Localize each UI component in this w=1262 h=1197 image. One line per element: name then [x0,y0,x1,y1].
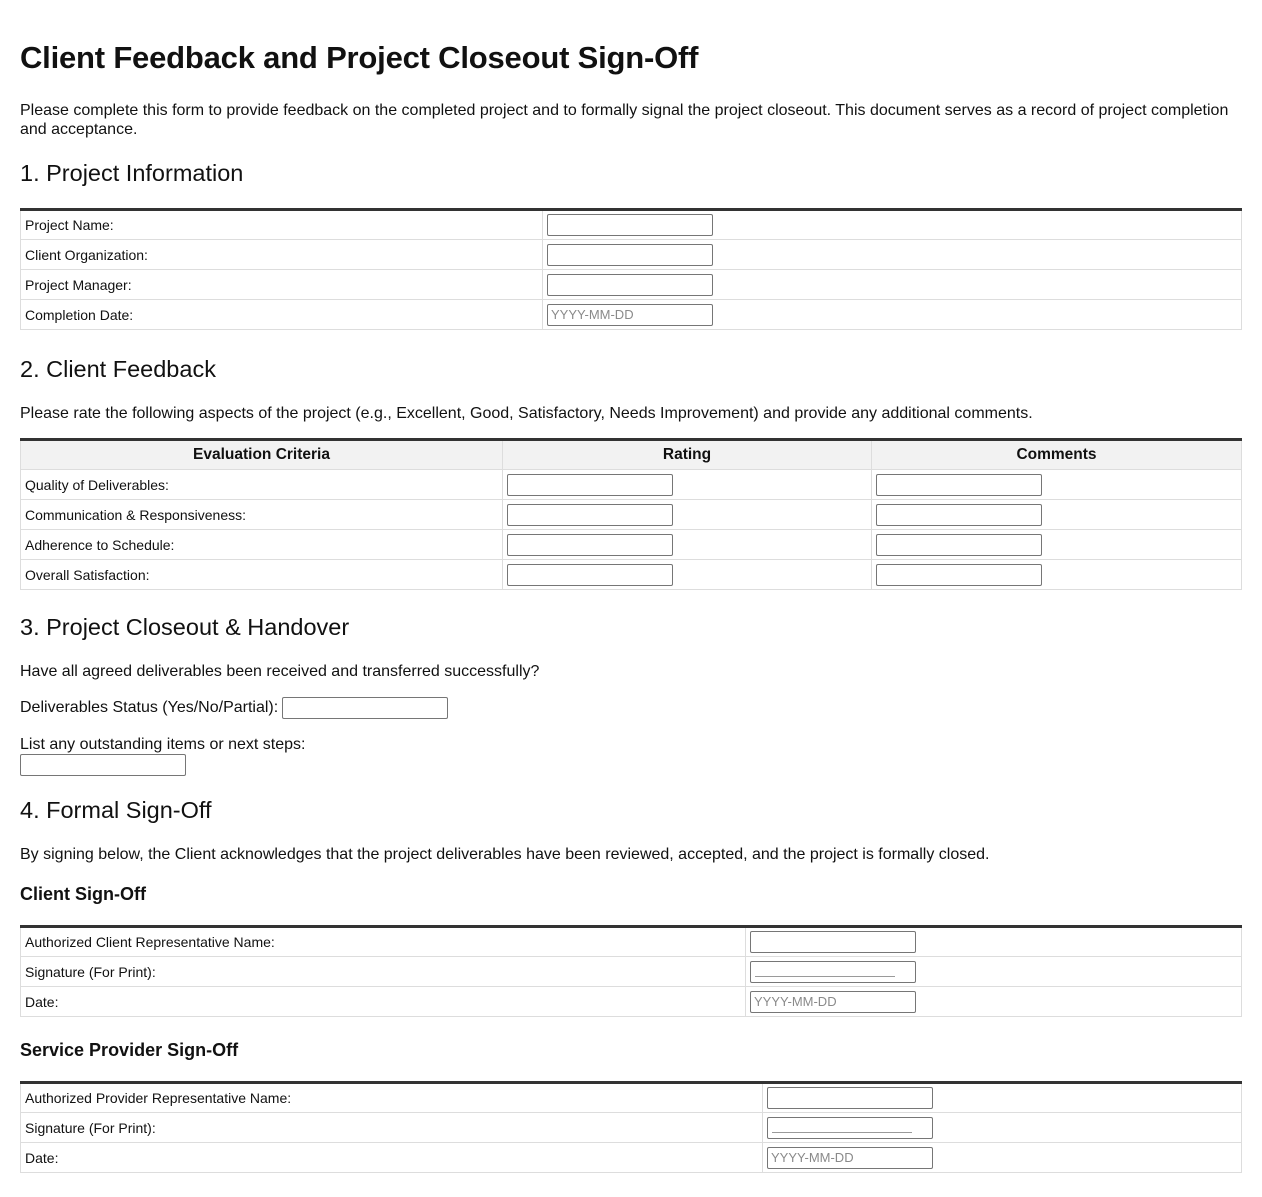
project-info-table [20,208,1242,330]
table-row [21,300,1242,330]
signature-line [755,976,895,977]
table-row [21,500,1242,530]
provider-signoff-heading: Service Provider Sign-Off [20,1040,239,1060]
quality-label: Quality of Deliverables: [21,470,503,500]
section-4-heading: 4. Formal Sign-Off [20,797,212,823]
section-1-heading: 1. Project Information [20,160,244,186]
completion-date-input[interactable] [547,304,713,326]
provider-date-input[interactable] [767,1147,933,1169]
header-rating: Rating [503,440,872,470]
header-evaluation-criteria: Evaluation Criteria [21,440,503,470]
feedback-instructions: Please rate the following aspects of the project (e.g., Excellent, Good, Satisfactory, Needs Improvement) and provide any additional comments. [20,405,1033,422]
project-manager-input[interactable] [547,274,713,296]
project-manager-label: Project Manager: [21,270,543,300]
signature-line [772,1132,912,1133]
project-name-label: Project Name: [21,210,543,240]
client-signature-label: Signature (For Print): [21,957,746,987]
provider-signature-label: Signature (For Print): [21,1113,763,1143]
client-signoff-heading: Client Sign-Off [20,884,146,904]
header-comments: Comments [872,440,1242,470]
client-signature-field[interactable] [750,961,916,983]
quality-rating-input[interactable] [507,474,673,496]
client-organization-label: Client Organization: [21,240,543,270]
deliverables-question: Have all agreed deliverables been received and transferred successfully? [20,663,540,680]
satisfaction-rating-input[interactable] [507,564,673,586]
table-row [21,470,1242,500]
provider-rep-name-input[interactable] [767,1087,933,1109]
communication-rating-input[interactable] [507,504,673,526]
schedule-label: Adherence to Schedule: [21,530,503,560]
intro-text: Please complete this form to provide feedback on the completed project and to formally signal the project closeout. This document serves as a record of project completion and acceptance. [20,102,1229,138]
table-row [21,270,1242,300]
project-name-input[interactable] [547,214,713,236]
signoff-statement: By signing below, the Client acknowledges that the project deliverables have been reviewed, accepted, and the project is formally closed. [20,846,990,863]
deliverables-status-label: Deliverables Status (Yes/No/Partial): [20,699,279,716]
provider-date-label: Date: [21,1143,763,1173]
table-row [21,1113,1242,1143]
schedule-comments-input[interactable] [876,534,1042,556]
satisfaction-comments-input[interactable] [876,564,1042,586]
client-organization-input[interactable] [547,244,713,266]
communication-label: Communication & Responsiveness: [21,500,503,530]
feedback-table [20,438,1242,590]
table-row [21,240,1242,270]
table-row [21,560,1242,590]
communication-comments-input[interactable] [876,504,1042,526]
client-date-input[interactable] [750,991,916,1013]
satisfaction-label: Overall Satisfaction: [21,560,503,590]
table-row [21,927,1242,957]
client-signoff-table [20,925,1242,1017]
section-3-heading: 3. Project Closeout & Handover [20,614,350,640]
section-2-heading: 2. Client Feedback [20,356,216,382]
page-title: Client Feedback and Project Closeout Sign-Off [20,40,699,75]
table-row [21,957,1242,987]
provider-signature-field[interactable] [767,1117,933,1139]
outstanding-items-input[interactable] [20,754,186,776]
quality-comments-input[interactable] [876,474,1042,496]
deliverables-status-input[interactable] [282,697,448,719]
schedule-rating-input[interactable] [507,534,673,556]
client-date-label: Date: [21,987,746,1017]
completion-date-label: Completion Date: [21,300,543,330]
provider-signoff-table [20,1081,1242,1173]
client-rep-name-input[interactable] [750,931,916,953]
provider-rep-name-label: Authorized Provider Representative Name: [21,1083,763,1113]
table-row [21,1143,1242,1173]
outstanding-items-label: List any outstanding items or next steps: [20,736,306,753]
deliverables-status-row [20,697,448,719]
table-row [21,210,1242,240]
table-row [21,987,1242,1017]
table-header-row [21,440,1242,470]
table-row [21,1083,1242,1113]
table-row [21,530,1242,560]
client-rep-name-label: Authorized Client Representative Name: [21,927,746,957]
